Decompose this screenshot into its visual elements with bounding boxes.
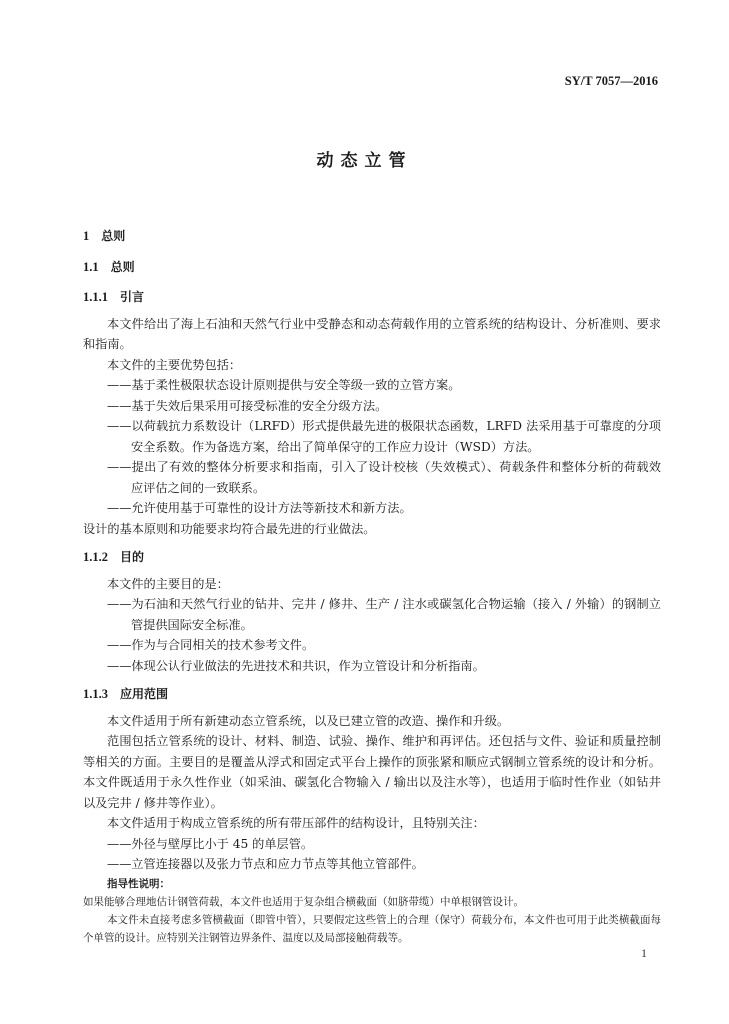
- standard-code: SY/T 7057—2016: [564, 74, 658, 88]
- list-item: ——基于柔性极限状态设计原则提供与安全等级一致的立管方案。: [107, 378, 461, 392]
- section-heading-1: [83, 226, 661, 247]
- section-title: 总则: [101, 229, 126, 243]
- paragraph: 本文件适用于构成立管系统的所有带压部件的结构设计，且特别关注：: [107, 816, 485, 830]
- paragraph: 设计的基本原则和功能要求均符合最先进的行业做法。: [83, 521, 376, 536]
- list-item: ——允许使用基于可靠性的设计方法等新技术和新方法。: [107, 501, 412, 515]
- list-item: ——作为与合同相关的技术参考文件。: [107, 638, 315, 652]
- list-item: ——体现公认行业做法的先进技术和共识，作为立管设计和分析指南。: [107, 658, 485, 673]
- section-number: 1.1.3: [83, 687, 108, 701]
- list-item: ——立管连接器以及张力节点和应力节点等其他立管部件。: [107, 857, 424, 871]
- section-title: 目的: [120, 550, 145, 564]
- section-heading-1-1-1: [83, 287, 661, 308]
- list-item: ——为石油和天然气行业的钻井、完井 / 修井、生产 / 注水或碳氢化合物运输（接入 / 外输）的钢制立管提供国际安全标准。: [107, 597, 661, 632]
- list-item: ——以荷载抗力系数设计（LRFD）形式提供最先进的极限状态函数，LRFD 法采用基于可靠度的分项安全系数。作为备选方案，给出了简单保守的工作应力设计（WSD）方法。: [107, 419, 661, 454]
- section-number: 1: [83, 229, 90, 243]
- document-body: [83, 226, 661, 947]
- section-number: 1.1.1: [83, 290, 108, 304]
- list-item: ——外径与壁厚比小于 45 的单层管。: [107, 836, 314, 851]
- paragraph: 范围包括立管系统的设计、材料、制造、试验、操作、维护和再评估。还包括与文件、验证和质量控制等相关的方面。主要目的是覆盖从浮式和固定式平台上操作的顶张紧和顺应式钢制立管系统的设计和分析。本文件既适用于永久性作业（如采油、碳氢化合物输入 / 输出以及注水等），也适用于临时性作业（如钻井以及完井 / 修井等作业）。: [83, 734, 661, 810]
- list-item: ——提出了有效的整体分析要求和指南，引入了设计校核（失效模式）、荷载条件和整体分析的荷载效应评估之间的一致联系。: [107, 460, 661, 495]
- page-number: 1: [641, 946, 647, 960]
- paragraph: 本文件的主要优势包括：: [107, 357, 242, 372]
- section-number: 1.1: [83, 259, 99, 274]
- section-number: 1.1.2: [83, 550, 108, 564]
- paragraph: 本文件的主要目的是：: [107, 576, 229, 591]
- section-heading-1-1-3: [83, 684, 661, 705]
- section-heading-1-1-2: [83, 547, 661, 568]
- note-paragraph: 如果能够合理地估计钢管荷载，本文件也适用于复杂组合横截面（如脐带缆）中单根钢管设计。: [83, 895, 524, 908]
- section-title: 应用范围: [120, 687, 169, 701]
- document-title: 动态立管: [316, 151, 413, 171]
- paragraph: 本文件适用于所有新建动态立管系统，以及已建立管的改造、操作和升级。: [107, 713, 510, 728]
- section-title: 总则: [110, 259, 135, 274]
- note-title: 指导性说明：: [107, 877, 170, 890]
- list-item: ——基于失效后果采用可接受标准的安全分级方法。: [107, 398, 388, 413]
- paragraph: 本文件给出了海上石油和天然气行业中受静态和动态荷载作用的立管系统的结构设计、分析准则、要求和指南。: [83, 316, 661, 351]
- section-title: 引言: [120, 290, 145, 304]
- note-paragraph: 本文件未直接考虑多管横截面（即管中管），只要假定这些管上的合理（保守）荷载分布，本文件也可用于此类横截面每个单管的设计。应特别关注钢管边界条件、温度以及局部接触荷载等。: [83, 913, 661, 944]
- section-heading-1-1: [83, 257, 661, 278]
